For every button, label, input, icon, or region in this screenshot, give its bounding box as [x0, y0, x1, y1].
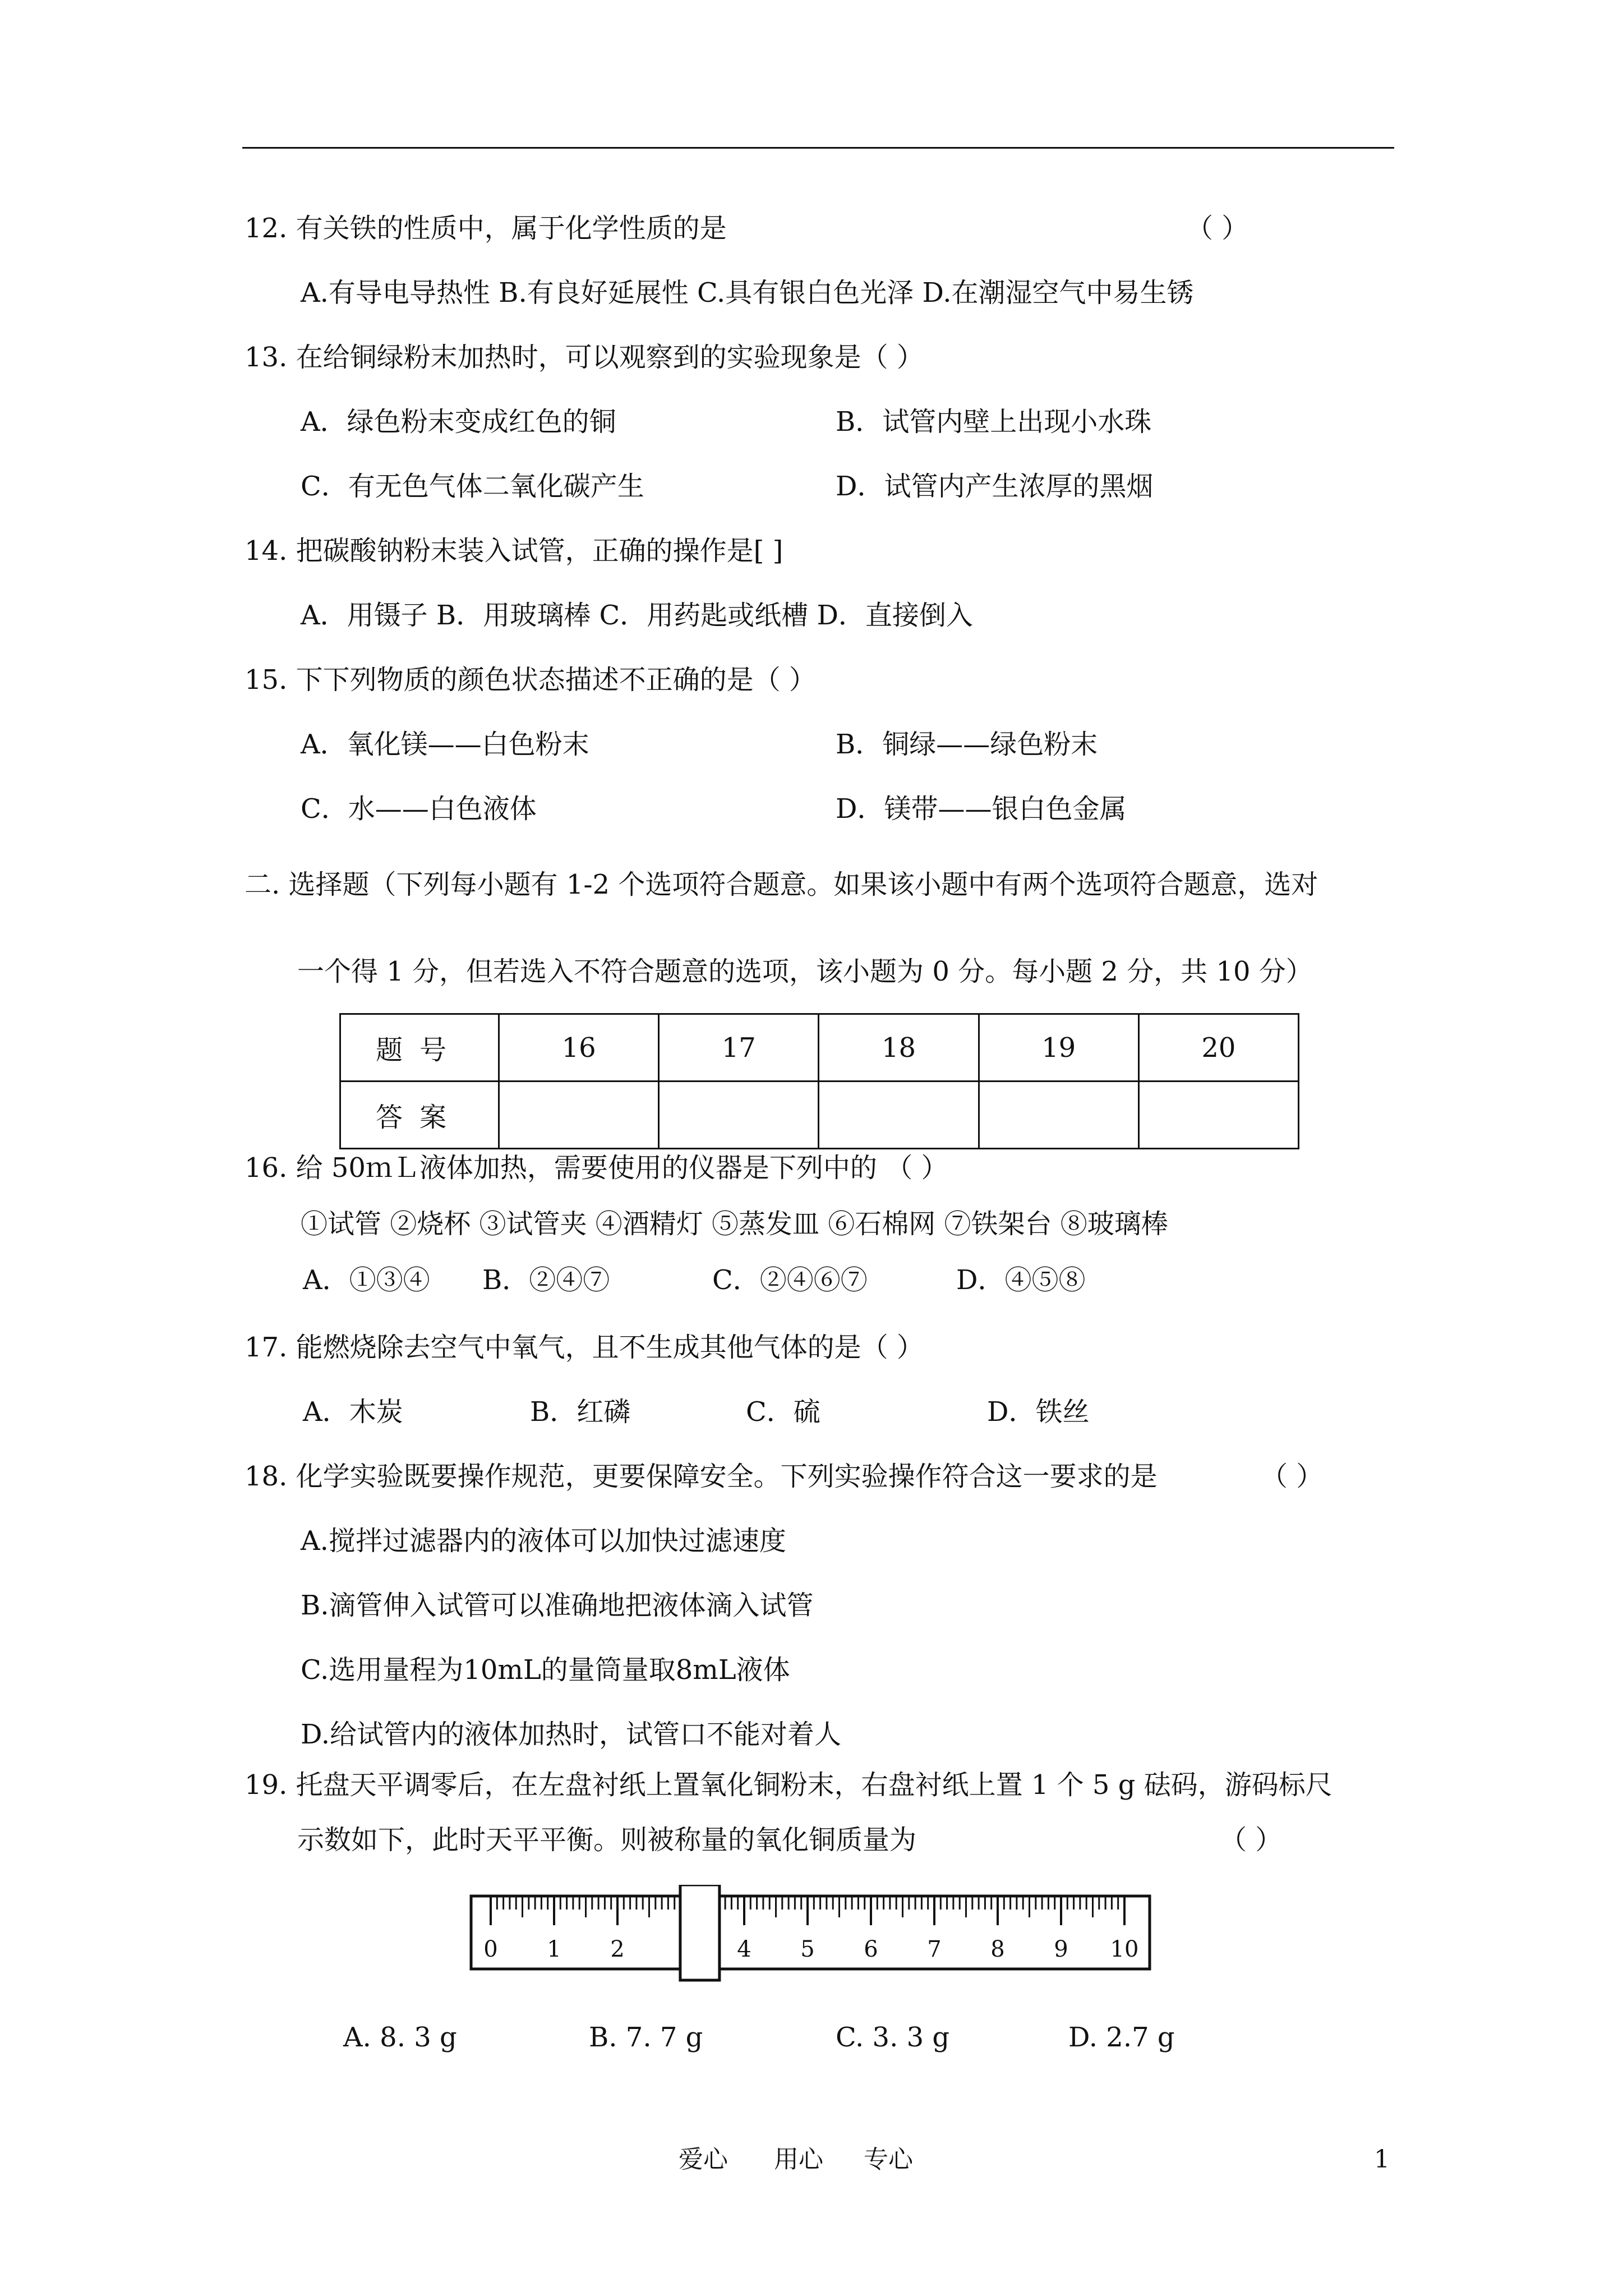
section2-heading: 二. 选择题（下列每小题有 1-2 个选项符合题意。如果该小题中有两个选项符合题意，选对	[245, 869, 1318, 900]
header-rule	[242, 147, 1394, 149]
q17-option-c: C．硫	[746, 1396, 820, 1428]
q15-option-c: C．水——白色液体	[301, 793, 537, 825]
ruler-label: 0	[483, 1936, 498, 1962]
q16-option-b: B．②④⑦	[482, 1264, 610, 1296]
ruler-label: 6	[864, 1936, 878, 1962]
q16-stem: 16. 给 50ｍＬ液体加热，需要使用的仪器是下列中的 （ ）	[245, 1152, 948, 1184]
ruler-rider[interactable]	[680, 1885, 720, 1980]
answer-table-row-answers	[340, 1082, 1299, 1149]
q15-option-d: D．镁带——银白色金属	[836, 793, 1127, 825]
ruler-label: 9	[1054, 1936, 1068, 1962]
q18-option-a: A.搅拌过滤器内的液体可以加快过滤速度	[301, 1525, 786, 1557]
q19-option-b: B. 7. 7 g	[589, 2022, 703, 2053]
table-number-18: 18	[819, 1014, 979, 1082]
q18-answer-paren: （ ）	[1261, 1461, 1324, 1492]
answer-table	[339, 1013, 1299, 1149]
table-head-number: 题号	[340, 1014, 499, 1082]
q18-option-c: C.选用量程为10mL的量筒量取8mL液体	[301, 1654, 790, 1686]
q16-option-d: D．④⑤⑧	[956, 1264, 1086, 1296]
ruler-label: 8	[990, 1936, 1005, 1962]
footer-text-2: 用心	[774, 2145, 823, 2174]
q17-option-b: B．红磷	[530, 1396, 631, 1428]
answer-cell-17[interactable]	[659, 1082, 819, 1149]
q13-option-d: D．试管内产生浓厚的黑烟	[836, 471, 1154, 502]
ruler-label: 4	[737, 1936, 751, 1962]
answer-cell-19[interactable]	[979, 1082, 1138, 1149]
answer-table-row-numbers	[340, 1014, 1299, 1082]
q16-option-c: C．②④⑥⑦	[712, 1264, 868, 1296]
ruler-label: 5	[800, 1936, 815, 1962]
q13-stem: 13. 在给铜绿粉末加热时，可以观察到的实验现象是（ ）	[245, 342, 924, 373]
section2-heading-cont: 一个得 1 分，但若选入不符合题意的选项，该小题为 0 分。每小题 2 分，共 10 分）	[297, 956, 1313, 987]
table-number-17: 17	[659, 1014, 819, 1082]
q17-option-d: D．铁丝	[987, 1396, 1090, 1428]
q17-stem: 17. 能燃烧除去空气中氧气，且不生成其他气体的是（ ）	[245, 1332, 924, 1363]
q16-items: ①试管 ②烧杯 ③试管夹 ④酒精灯 ⑤蒸发皿 ⑥石棉网 ⑦铁架台 ⑧玻璃棒	[301, 1208, 1168, 1240]
q13-option-c: C．有无色气体二氧化碳产生	[301, 471, 644, 502]
q15-option-a: A．氧化镁——白色粉末	[301, 729, 589, 760]
q18-option-d: D.给试管内的液体加热时，试管口不能对着人	[301, 1719, 842, 1750]
q15-stem: 15. 下下列物质的颜色状态描述不正确的是（ ）	[245, 664, 816, 696]
ruler-label: 2	[610, 1936, 625, 1962]
q13-option-b: B．试管内壁上出现小水珠	[836, 406, 1152, 438]
table-number-20: 20	[1138, 1014, 1298, 1082]
q18-stem: 18. 化学实验既要操作规范，更要保障安全。下列实验操作符合这一要求的是	[245, 1461, 1158, 1492]
answer-cell-18[interactable]	[819, 1082, 979, 1149]
table-number-16: 16	[499, 1014, 659, 1082]
ruler-label: 10	[1110, 1936, 1139, 1962]
q14-options: A．用镊子 B．用玻璃棒 C．用药匙或纸槽 D．直接倒入	[301, 600, 973, 631]
q19-option-a: A. 8. 3 g	[343, 2022, 457, 2053]
q13-option-a: A．绿色粉末变成红色的铜	[301, 406, 616, 438]
footer-text-1: 爱心	[679, 2145, 728, 2174]
q19-option-c: C. 3. 3 g	[836, 2022, 950, 2053]
q12-options: A.有导电导热性 B.有良好延展性 C.具有银白色光泽 D.在潮湿空气中易生锈	[301, 277, 1194, 309]
q19-answer-paren: （ ）	[1220, 1824, 1283, 1856]
q12-stem: 12. 有关铁的性质中，属于化学性质的是	[245, 213, 727, 244]
footer-text-3: 专心	[864, 2145, 913, 2174]
ruler-label: 7	[927, 1936, 942, 1962]
q19-option-d: D. 2.7 g	[1068, 2022, 1175, 2053]
answer-cell-20[interactable]	[1138, 1082, 1298, 1149]
q19-stem-line1: 19. 托盘天平调零后，在左盘衬纸上置氧化铜粉末，右盘衬纸上置 1 个 5 g 砝码，游码标尺	[245, 1769, 1332, 1801]
rider-scale-ruler	[465, 1885, 1155, 1986]
q19-stem-line2: 示数如下，此时天平平衡。则被称量的氧化铜质量为	[297, 1824, 917, 1856]
table-number-19: 19	[979, 1014, 1138, 1082]
ruler-label: 1	[547, 1936, 561, 1962]
q15-option-b: B．铜绿——绿色粉末	[836, 729, 1098, 760]
q18-option-b: B.滴管伸入试管可以准确地把液体滴入试管	[301, 1590, 814, 1621]
q12-answer-paren: （ ）	[1186, 213, 1249, 244]
answer-cell-16[interactable]	[499, 1082, 659, 1149]
page-number: 1	[1374, 2145, 1390, 2174]
q17-option-a: A．木炭	[303, 1396, 403, 1428]
q14-stem: 14. 把碳酸钠粉末装入试管，正确的操作是[ ]	[245, 535, 783, 567]
table-head-answer: 答案	[340, 1082, 499, 1149]
q16-option-a: A．①③④	[303, 1264, 430, 1296]
